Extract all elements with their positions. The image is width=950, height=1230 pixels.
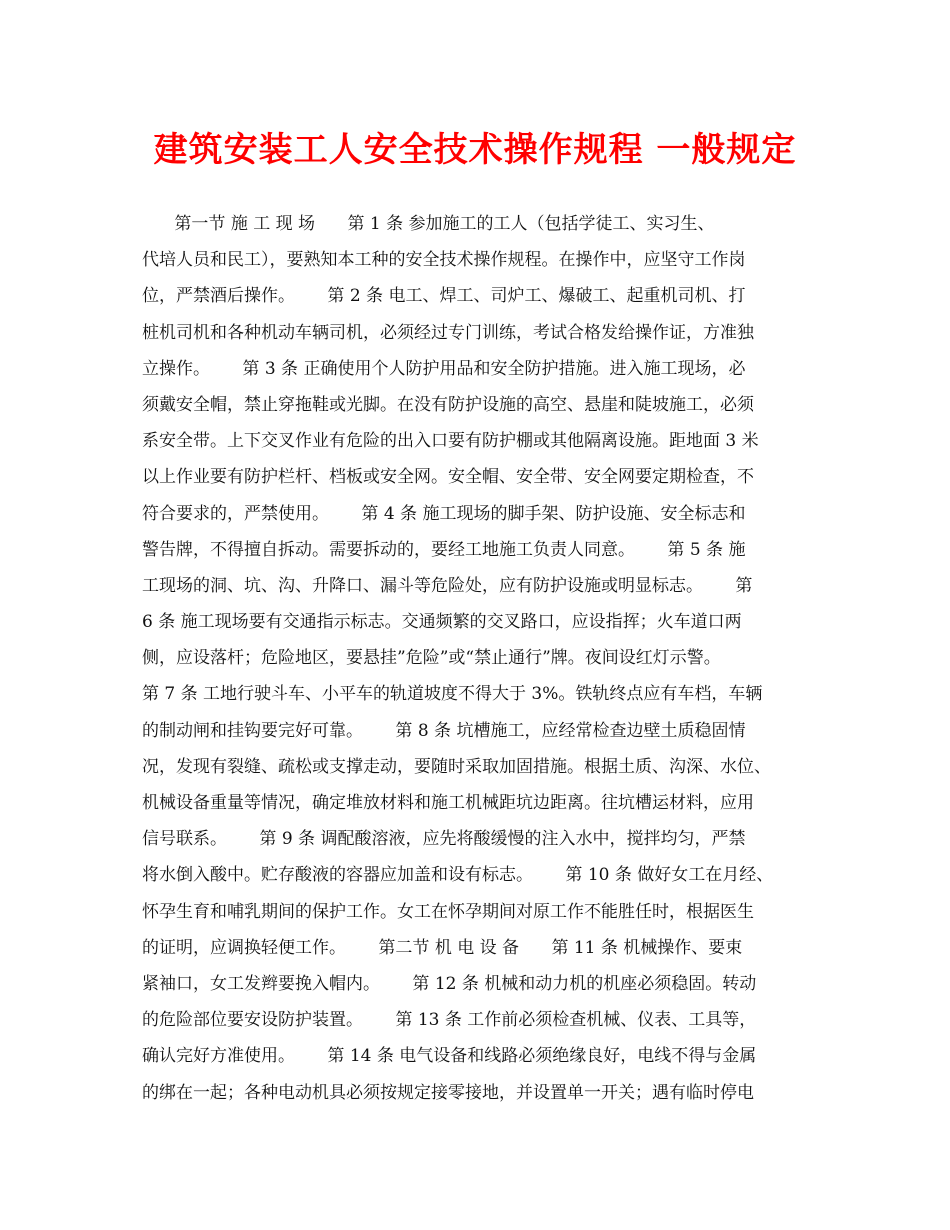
text-line: 信号联系。 第 9 条 调配酸溶液，应先将酸缓慢的注入水中，搅拌均匀，严禁 (142, 829, 746, 850)
text-line: 第 7 条 工地行驶斗车、小平车的轨道坡度不得大于 3%。铁轨终点应有车档，车辆 (142, 684, 763, 705)
text-line: 第一节 施 工 现 场 第 1 条 参加施工的工人（包括学徒工、实习生、 (142, 214, 715, 234)
text-line: 将水倒入酸中。贮存酸液的容器应加盖和设有标志。 第 10 条 做好女工在月经、 (142, 865, 774, 886)
text-line: 符合要求的，严禁使用。 第 4 条 施工现场的脚手架、防护设施、安全标志和 (142, 503, 746, 524)
text-line: 侧，应设落杆；危险地区，要悬挂”危险”或“禁止通行”牌。夜间设红灯示警。 (142, 648, 721, 669)
text-line: 桩机司机和各种机动车辆司机，必须经过专门训练，考试合格发给操作证，方准独 (142, 322, 754, 343)
text-line: 位，严禁酒后操作。 第 2 条 电工、焊工、司炉工、爆破工、起重机司机、打 (142, 286, 746, 307)
text-line: 系安全带。上下交叉作业有危险的出入口要有防护棚或其他隔离设施。距地面 3 米 (142, 431, 759, 452)
text-line: 警告牌，不得擅自拆动。需要拆动的，要经工地施工负责人同意。 第 5 条 施 (142, 539, 746, 560)
text-line: 况，发现有裂缝、疏松或支撑走动，要随时采取加固措施。根据土质、沟深、水位、 (142, 756, 771, 777)
text-line: 怀孕生育和哺乳期间的保护工作。女工在怀孕期间对原工作不能胜任时，根据医生 (142, 901, 754, 922)
text-line: 6 条 施工现场要有交通指示标志。交通频繁的交叉路口，应设指挥；火车道口两 (142, 612, 742, 633)
text-line: 的危险部位要安设防护装置。 第 13 条 工作前必须检查机械、仪表、工具等， (142, 1010, 757, 1031)
text-line: 的制动闸和挂钩要完好可靠。 第 8 条 坑槽施工，应经常检查边壁土质稳固情 (142, 720, 746, 741)
text-line: 机械设备重量等情况，确定堆放材料和施工机械距坑边距离。往坑槽运材料，应用 (142, 793, 754, 813)
text-line: 以上作业要有防护栏杆、档板或安全网。安全帽、安全带、安全网要定期检查，不 (142, 467, 754, 488)
text-line: 代培人员和民工），要熟知本工种的安全技术操作规程。在操作中，应坚守工作岗 (142, 250, 746, 271)
document-title: 建筑安装工人安全技术操作规程 一般规定 (153, 130, 797, 170)
text-line: 确认完好方准使用。 第 14 条 电气设备和线路必须绝缘良好，电线不得与金属 (142, 1046, 757, 1067)
text-line: 立操作。 第 3 条 正确使用个人防护用品和安全防护措施。进入施工现场，必 (142, 358, 746, 379)
text-line: 紧袖口，女工发辫要挽入帽内。 第 12 条 机械和动力机的机座必须稳固。转动 (142, 973, 757, 994)
document-body (142, 206, 822, 1111)
text-line: 的证明，应调换轻便工作。 第二节 机 电 设 备 第 11 条 机械操作、要束 (142, 937, 743, 958)
text-line: 工现场的洞、坑、沟、升降口、漏斗等危险处，应有防护设施或明显标志。 第 (142, 575, 753, 596)
text-line: 须戴安全帽，禁止穿拖鞋或光脚。在没有防护设施的高空、悬崖和陡坡施工，必须 (142, 394, 754, 415)
text-line: 的绑在一起；各种电动机具必须按规定接零接地，并设置单一开关；遇有临时停电 (142, 1082, 754, 1103)
